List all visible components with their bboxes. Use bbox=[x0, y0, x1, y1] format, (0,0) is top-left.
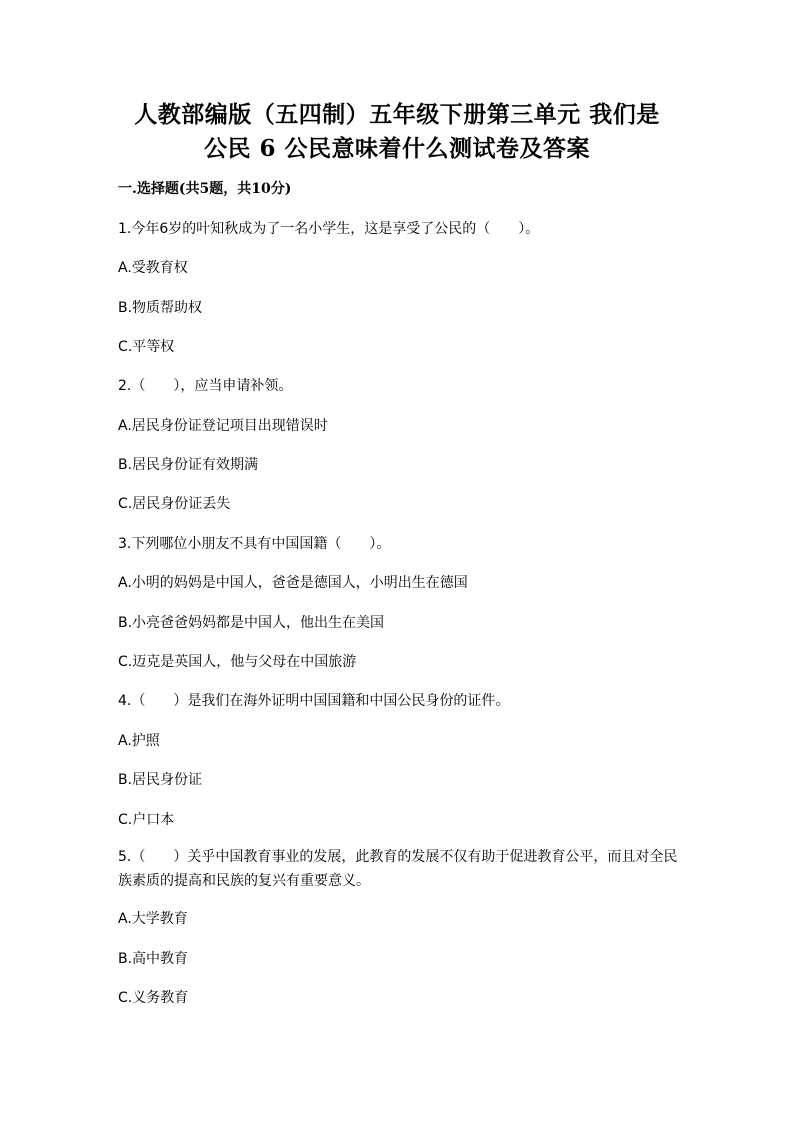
question-3-option-c: C.迈克是英国人，他与父母在中国旅游 bbox=[118, 654, 357, 670]
section-heading: 一.选择题(共5题，共10分) bbox=[118, 181, 292, 197]
document-title-line-2: 公民 6 公民意味着什么测试卷及答案 bbox=[203, 135, 591, 162]
question-2-stem: 2.（ ），应当申请补领。 bbox=[118, 378, 293, 394]
question-3-option-a: A.小明的妈妈是中国人，爸爸是德国人，小明出生在德国 bbox=[118, 575, 468, 591]
question-1-option-a: A.受教育权 bbox=[118, 260, 188, 276]
question-2-option-a: A.居民身份证登记项目出现错误时 bbox=[118, 418, 328, 434]
question-4-stem: 4.（ ）是我们在海外证明中国国籍和中国公民身份的证件。 bbox=[118, 693, 510, 709]
question-5-stem: 5.（ ）关乎中国教育事业的发展，此教育的发展不仅有助于促进教育公平，而且对全民族素质的提高和民族的复兴有重要意义。 bbox=[118, 849, 678, 889]
question-4-option-b: B.居民身份证 bbox=[118, 772, 203, 788]
question-5-option-b: B.高中教育 bbox=[118, 951, 189, 967]
question-2-option-b: B.居民身份证有效期满 bbox=[118, 457, 259, 473]
question-1-option-b: B.物质帮助权 bbox=[118, 300, 203, 316]
question-3-stem: 3.下列哪位小朋友不具有中国国籍（ ）。 bbox=[118, 536, 391, 552]
question-1-option-c: C.平等权 bbox=[118, 339, 175, 355]
question-1-stem: 1.今年6岁的叶知秋成为了一名小学生，这是享受了公民的（ ）。 bbox=[118, 221, 540, 237]
question-5-option-c: C.义务教育 bbox=[118, 990, 189, 1006]
question-4-option-c: C.户口本 bbox=[118, 812, 175, 828]
question-2-option-c: C.居民身份证丢失 bbox=[118, 496, 231, 512]
question-5-option-a: A.大学教育 bbox=[118, 911, 188, 927]
document-title-line-1: 人教部编版（五四制）五年级下册第三单元 我们是 bbox=[134, 101, 660, 128]
question-4-option-a: A.护照 bbox=[118, 733, 160, 749]
question-3-option-b: B.小亮爸爸妈妈都是中国人，他出生在美国 bbox=[118, 615, 385, 631]
